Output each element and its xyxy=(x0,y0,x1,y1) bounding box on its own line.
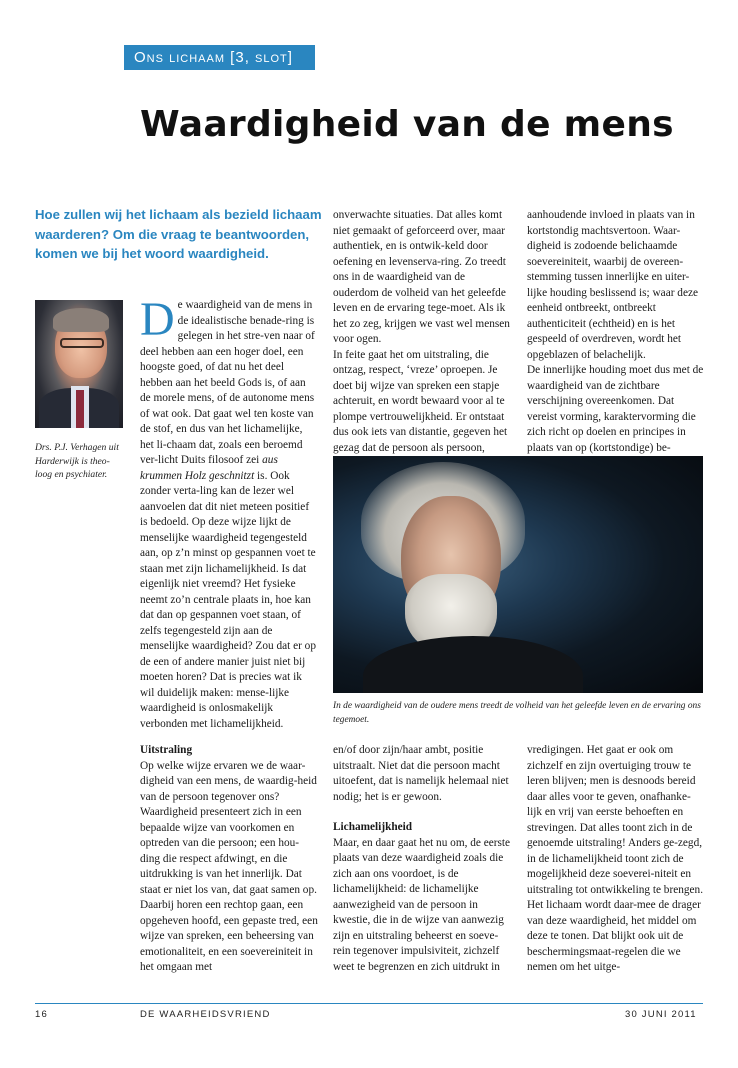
footer-rule xyxy=(35,1003,703,1004)
col1-bottom-text: Op welke wijze ervaren we de waar-digheid van een mens, de waardig-heid van de persoon tegenover ons? Waardigheid presenteert zich in een bepaalde wijze van voorkomen en optreden van die persoon; een hou-ding die respect afdwingt, en die uitdrukking is van het innerlijk. Dat staat er niet los van, dat gaat samen op. Daarbij horen een rechtop gaan, een opgeheven hoofd, een gepaste tred, een wijze van spreken, een beheersing van emotionaliteit, en een soevereiniteit in het omgaan met xyxy=(140,759,318,973)
column-3-bottom xyxy=(527,743,705,976)
col2-top-p1: onverwachte situaties. Dat alles komt niet gemaakt of geforceerd over, maar authentiek, en is ontwik-keld door oefening en levenserva-ring. Zo treedt ons in de waardigheid van de ouderdom de volheid van het geleefde leven en de ervaring tege-moet. Als ik het zo zeg, krijgen we vast wel mensen voor ogen. xyxy=(333,209,510,345)
portrait-glasses xyxy=(60,338,104,348)
col1-text-italic: aus krummen Holz geschnitzt xyxy=(140,454,278,482)
col1-text-b: is. Ook zonder verta-ling kan de lezer wel aanvoelen dat dit niet meteen positief is bedoeld. Op deze wijze lijkt de menselijke waardigheid tegengesteld aan, op z’n minst op gespannen voet te staan met zijn lichamelijkheid. Is dat eigenlijk niet vreemd? Het fysieke neemt zo’n centrale plaats in, hoe kan dat dan op gespannen voet staan, of zelfs tegengesteld zijn aan de menselijke waardigheid? Zou dat er op de een of andere manier juist niet bij moeten horen? Dat is precies wat ik wil duidelijk maken: mense-lijke waardigheid is onlosmakelijk verbonden met lichamelijkheid. xyxy=(140,469,316,730)
col3-top-p2: De innerlijke houding moet dus met de waardigheid van de zichtbare verschijning overeenkomen. Dat vereist vorming, karaktervorming die zich richt op doelen en principes in plaats van op (kortstondige) be- xyxy=(527,364,704,454)
column-2-bottom xyxy=(333,743,511,975)
col2-bottom-p1: en/of door zijn/haar ambt, positie uitstraalt. Niet dat die persoon macht uitoefent, dat is namelijk helemaal niet nodig; het is er gewoon. xyxy=(333,744,509,803)
main-photo xyxy=(333,456,703,693)
subhead-uitstraling: Uitstraling xyxy=(140,744,193,756)
dropcap: D xyxy=(140,293,175,346)
subhead-lichamelijkheid: Lichamelijkheid xyxy=(333,821,413,833)
issue-date: 30 JUNI 2011 xyxy=(625,1009,697,1020)
col2-bottom-p2: Maar, en daar gaat het nu om, de eerste plaats van deze waardigheid zoals die zich aan ons voordoet, is de lichamelijkheid: de lichamelijke aanwezigheid van de persoon in kwestie, die in de wijze van aanwezig zijn en uitstraling beheerst en soeve-rein tegenover impulsiviteit, zichzelf weet te begrenzen en zich uitdrukt in xyxy=(333,836,511,973)
col3-bottom-text: vredigingen. Het gaat er ook om zichzelf en zijn overtuiging trouw te leren blijven; men is desnoods bereid daar alles voor te geven, onafhanke-lijk en vrij van eerste behoeften en strevingen. Dat alles toont zich in de genoemde uitstraling! Anders ge-zegd, in de lichamelijkheid toont zich de mogelijkheid deze soeverei-niteit en uitstraling tot ontwikkeling te brengen. Het lichaam wordt daar-mee de drager van deze waardigheid, het middel om deze te tonen. Dat blijkt ook uit de beschermingsmaat-regelen die we nemen om het uitge- xyxy=(527,744,704,973)
publication-name: DE WAARHEIDSVRIEND xyxy=(140,1009,271,1020)
column-3-top xyxy=(527,208,705,456)
col2-top-p2: In feite gaat het om uitstraling, die ontzag, respect, ‘vreze’ oproepen. Je doet bij wijze van spreken een stapje achteruit, en wordt bewaard voor al te plompe vertrouwelijkheid. Er ontstaat dus ook iets van distantie, gegeven het gezag dat de persoon als persoon, xyxy=(333,348,508,454)
author-caption: Drs. P.J. Verhagen uit Harderwijk is theo-loog en psychiater. xyxy=(35,442,119,480)
col1-text-a: e waardigheid van de mens in de idealistische benade-ring is gelegen in het stre-ven naar of deel hebben aan een hoger doel, een hoogste goed, of dat nu het deel hebben aan het beeld Gods is, of aan de morele mens, of de autonome mens of wat ook. Dat gaat wel ten koste van de stof, en dus van het lichamelijke, het li-chaam dat, zoals een beroemd ver-licht Duits filosoof zei xyxy=(140,299,315,466)
section-tag: Ons lichaam [3, slot] xyxy=(124,45,315,70)
col3-top-p1: aanhoudende invloed in plaats van in kortstondig machtsvertoon. Waar-digheid is zodoende belichaamde soevereiniteit, waarbij de overeen-stemming tussen innerlijke en uiter-lijke houding beslissend is; waar deze eenheid ontbreekt, ontbreekt authenticiteit (echtheid) en is het gespeeld of overdreven, wordt het opgeblazen of belachelijk. xyxy=(527,209,698,361)
intro-lead: Hoe zullen wij het lichaam als bezield lichaam waarderen? Om die vraag te beantwoorden, komen we bij het woord waardigheid. xyxy=(35,207,322,261)
portrait-tie xyxy=(76,390,84,428)
portrait-hair xyxy=(53,308,109,332)
author-photo xyxy=(35,300,123,428)
column-1-bottom xyxy=(140,743,318,976)
page-title: Waardigheid van de mens xyxy=(140,104,674,145)
column-2-top xyxy=(333,208,511,456)
col1-paragraph xyxy=(140,293,318,732)
photo-caption: In de waardigheid van de oudere mens treedt de volheid van het geleefde leven en de ervaring ons tegemoet. xyxy=(333,701,701,725)
column-1-top xyxy=(140,293,318,732)
page-number: 16 xyxy=(35,1009,48,1020)
